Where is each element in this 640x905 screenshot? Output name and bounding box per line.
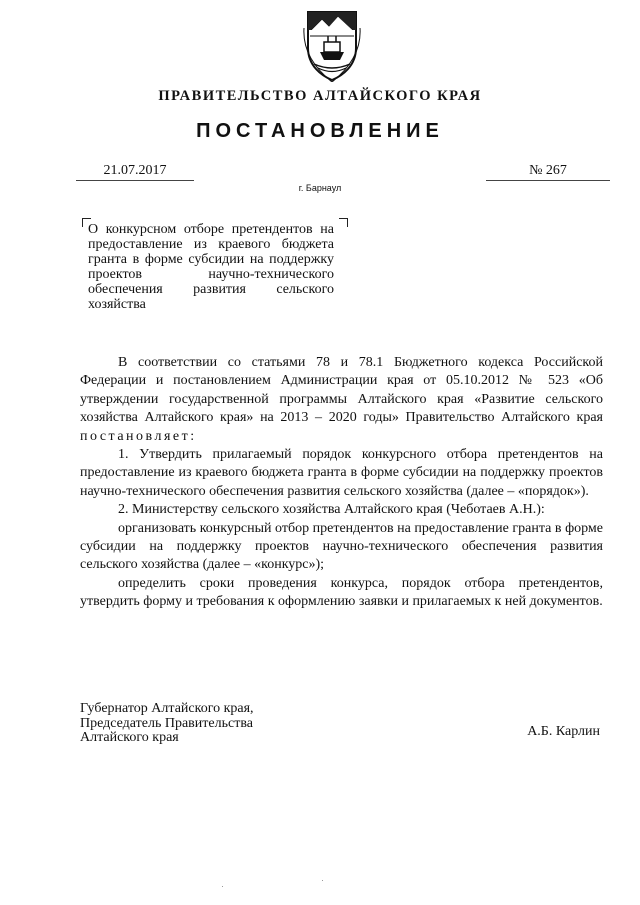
body-item-1: 1. Утвердить прилагаемый порядок конкурсного отбора претендентов на предоставление из краевого бюджета гранта в форме субсидии на поддержку проектов научно-технического обеспечения развития сельского хозяйства (далее – «порядок»). [80,447,603,499]
signer-position-line-3: Алтайского края [80,730,179,745]
body-item-2a: организовать конкурсный отбор претендентов на предоставление гранта в форме субсидии на поддержку проектов научно-технического обеспечения развития сельского хозяйства (далее – «конкурс»); [80,520,603,573]
subject-bracket-right [339,218,348,227]
signer-position-line-2: Председатель Правительства [80,715,253,731]
government-title: ПРАВИТЕЛЬСТВО АЛТАЙСКОГО КРАЯ [158,88,482,104]
document-date: 21.07.2017 [76,163,194,181]
signer-position [80,702,360,746]
body-preamble [80,354,603,446]
altai-krai-coat-of-arms-icon [302,8,362,82]
scan-dot [322,880,323,881]
document-city: г. Барнаул [298,183,342,193]
signer-position-line-1: Губернатор Алтайского края, [80,701,254,716]
signer-name: А.Б. Карлин [527,724,600,739]
document-subject: О конкурсном отборе претендентов на предоставление из краевого бюджета гранта в форме субсидии на поддержку проектов научно-технического обеспечения развития сельского хозяйства [88,222,334,312]
document-number: № 267 [486,163,610,181]
resolves-word: постановляет: [80,428,197,444]
document-body [80,354,603,612]
document-type: ПОСТАНОВЛЕНИЕ [196,120,444,142]
scan-dot [222,886,223,887]
preamble-text: В соответствии со статьями 78 и 78.1 Бюджетного кодекса Российской Федерации и постановлением Администрации края от 05.10.2012 № 523 «Об утверждении государственной программы Алтайского края «Развитие сельского хозяйства Алтайского края» на 2013 – 2020 годы» Правительство Алтайского края [80,355,603,426]
body-item-2b: определить сроки проведения конкурса, порядок отбора претендентов, утвердить форму и требования к оформлению заявки и прилагаемых к ней документов. [80,575,603,610]
body-item-2: 2. Министерству сельского хозяйства Алтайского края (Чеботаев А.Н.): [118,502,545,518]
